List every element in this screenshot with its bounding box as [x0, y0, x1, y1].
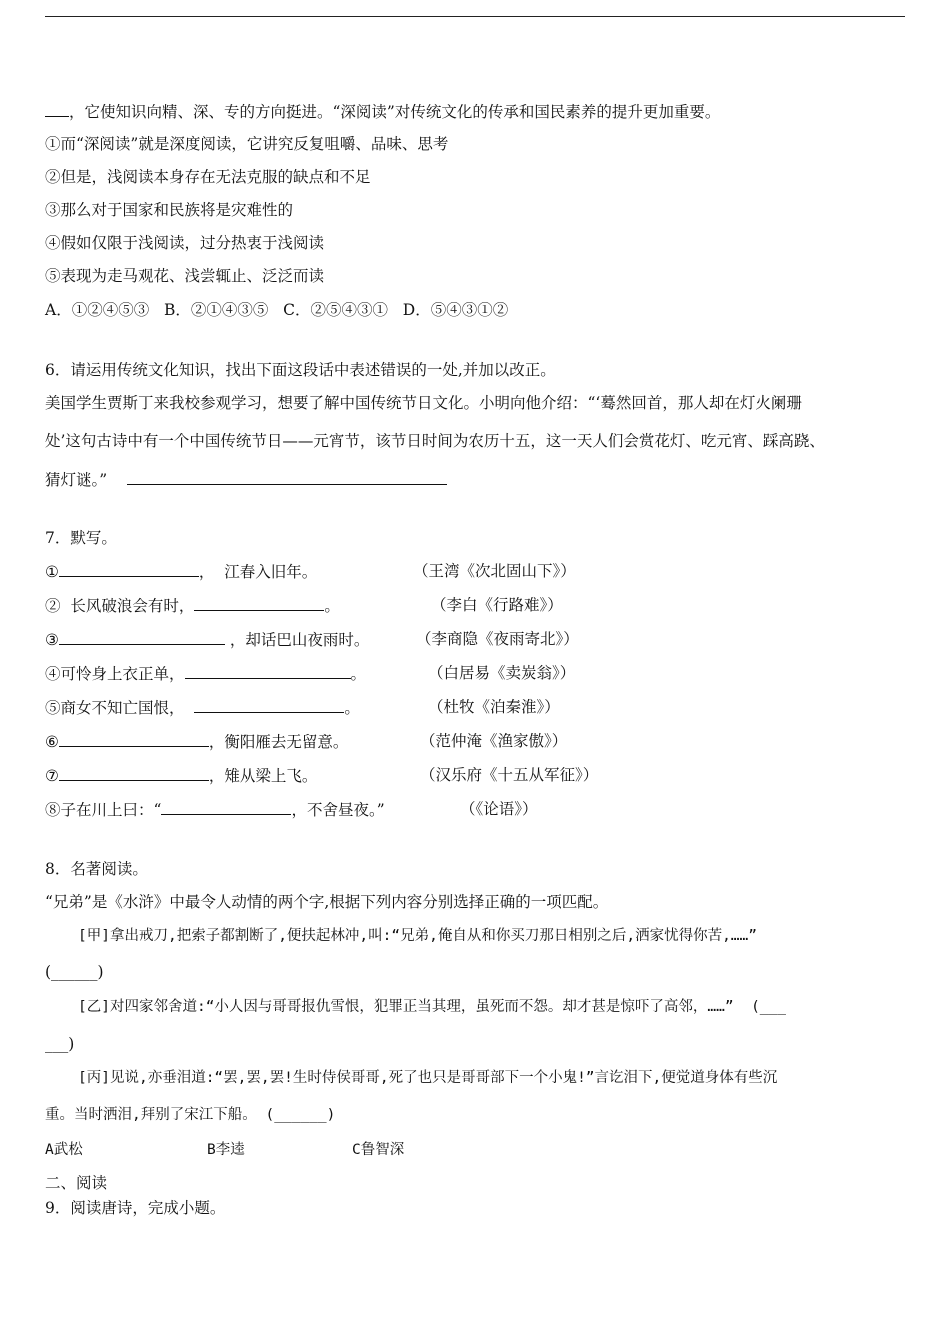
q7-item-4: ④可怜身上衣正单， 。 — [45, 665, 367, 683]
q8-intro: “兄弟”是《水浒》中最令人动情的两个字,根据下列内容分别选择正确的一项匹配。 — [45, 893, 609, 911]
q7-source-3: （李商隐《夜雨寄北》） — [416, 630, 579, 648]
q7-item-1: ① ， 江春入旧年。 — [45, 563, 318, 581]
q5-options: A．①②④⑤③ B．②①④③⑤ C．②⑤④③① D．⑤④③①② — [45, 301, 509, 319]
q5-item-3: ③那么对于国家和民族将是灾难性的 — [45, 201, 294, 219]
q8-title: 8．名著阅读。 — [45, 860, 148, 878]
answer-blank[interactable] — [59, 561, 199, 577]
q7-source-8: （《论语》） — [460, 800, 538, 818]
q7-item-2: ② 长风破浪会有时， 。 — [45, 597, 340, 615]
q7-source-6: （范仲淹《渔家傲》） — [420, 732, 568, 750]
answer-blank[interactable] — [59, 765, 209, 781]
q7-item-7: ⑦ ，雉从梁上飞。 — [45, 767, 318, 785]
q5-stem: ，它使知识向精、深、专的方向挺进。“深阅读”对传统文化的传承和国民素养的提升更加重要。 — [45, 101, 720, 122]
answer-blank[interactable] — [45, 101, 69, 117]
q7-source-5: （杜牧《泊秦淮》） — [428, 698, 560, 716]
q7-title: 7．默写。 — [45, 529, 117, 547]
q7-source-2: （李白《行路难》） — [431, 596, 563, 614]
answer-blank[interactable] — [194, 595, 324, 611]
q7-item-8: ⑧子在川上曰：“ ，不舍昼夜。” — [45, 801, 385, 819]
q7-source-1: （王湾《次北固山下》） — [413, 562, 576, 580]
answer-blank[interactable] — [59, 731, 209, 747]
q7-source-7: （汉乐府《十五从军征》） — [420, 766, 599, 784]
q7-item-5: ⑤商女不知亡国恨， 。 — [45, 699, 360, 717]
q5-item-2: ②但是，浅阅读本身存在无法克服的缺点和不足 — [45, 168, 371, 186]
q8-option-a: A武松 — [45, 1142, 83, 1158]
answer-blank[interactable] — [194, 697, 344, 713]
q5-item-1: ①而“深阅读”就是深度阅读，它讲究反复咀嚼、品味、思考 — [45, 135, 449, 153]
q6-paragraph-line-1: 美国学生贾斯丁来我校参观学习，想要了解中国传统节日文化。小明向他介绍：“‘蓦然回首，那人却在灯火阑珊 — [45, 394, 802, 412]
q5-item-5: ⑤表现为走马观花、浅尝辄止、泛泛而读 — [45, 267, 325, 285]
q6-title: 6．请运用传统文化知识，找出下面这段话中表述错误的一处,并加以改正。 — [45, 361, 556, 379]
q8-passage-bing-2: 重。当时洒泪,拜别了宋江下船。 (______) — [45, 1107, 336, 1123]
q5-item-4: ④假如仅限于浅阅读，过分热衷于浅阅读 — [45, 234, 325, 252]
q7-source-4: （白居易《卖炭翁》） — [428, 664, 576, 682]
q8-answer-yi[interactable]: ___) — [45, 1035, 75, 1053]
answer-blank[interactable] — [59, 629, 225, 645]
answer-blank[interactable] — [127, 469, 447, 485]
q6-paragraph-line-2: 处’这句古诗中有一个中国传统节日——元宵节，该节日时间为农历十五，这一天人们会赏花灯、吃元宵、踩高跷、 — [45, 432, 825, 450]
q7-item-6: ⑥ ，衡阳雁去无留意。 — [45, 733, 349, 751]
answer-blank[interactable] — [161, 799, 291, 815]
q7-item-3: ③ ，却话巴山夜雨时。 — [45, 631, 370, 649]
q6-paragraph-line-3: 猜灯谜。” — [45, 469, 447, 490]
q8-passage-jia: [甲]拿出戒刀,把索子都割断了,便扶起林冲,叫:“兄弟,俺自从和你买刀那日相别之后,洒家忧得你苦,……” — [78, 928, 757, 944]
section-heading: 二、阅读 — [45, 1174, 108, 1192]
answer-blank[interactable] — [185, 663, 351, 679]
q8-option-c: C鲁智深 — [352, 1142, 405, 1158]
q9-title: 9．阅读唐诗，完成小题。 — [45, 1199, 226, 1217]
q8-option-b: B李逵 — [207, 1142, 245, 1158]
q8-passage-bing-1: [丙]见说,亦垂泪道:“罢,罢,罢!生时侍侯哥哥,死了也只是哥哥部下一个小鬼!”言讫泪下,便觉道身体有些沉 — [78, 1070, 778, 1086]
header-rule — [45, 16, 905, 17]
q8-passage-yi: [乙]对四家邻舍道:“小人因与哥哥报仇雪恨，犯罪正当其理，虽死而不怨。却才甚是惊吓了高邻，……” (___ — [78, 999, 786, 1015]
q8-answer-jia[interactable]: (______) — [45, 963, 104, 981]
